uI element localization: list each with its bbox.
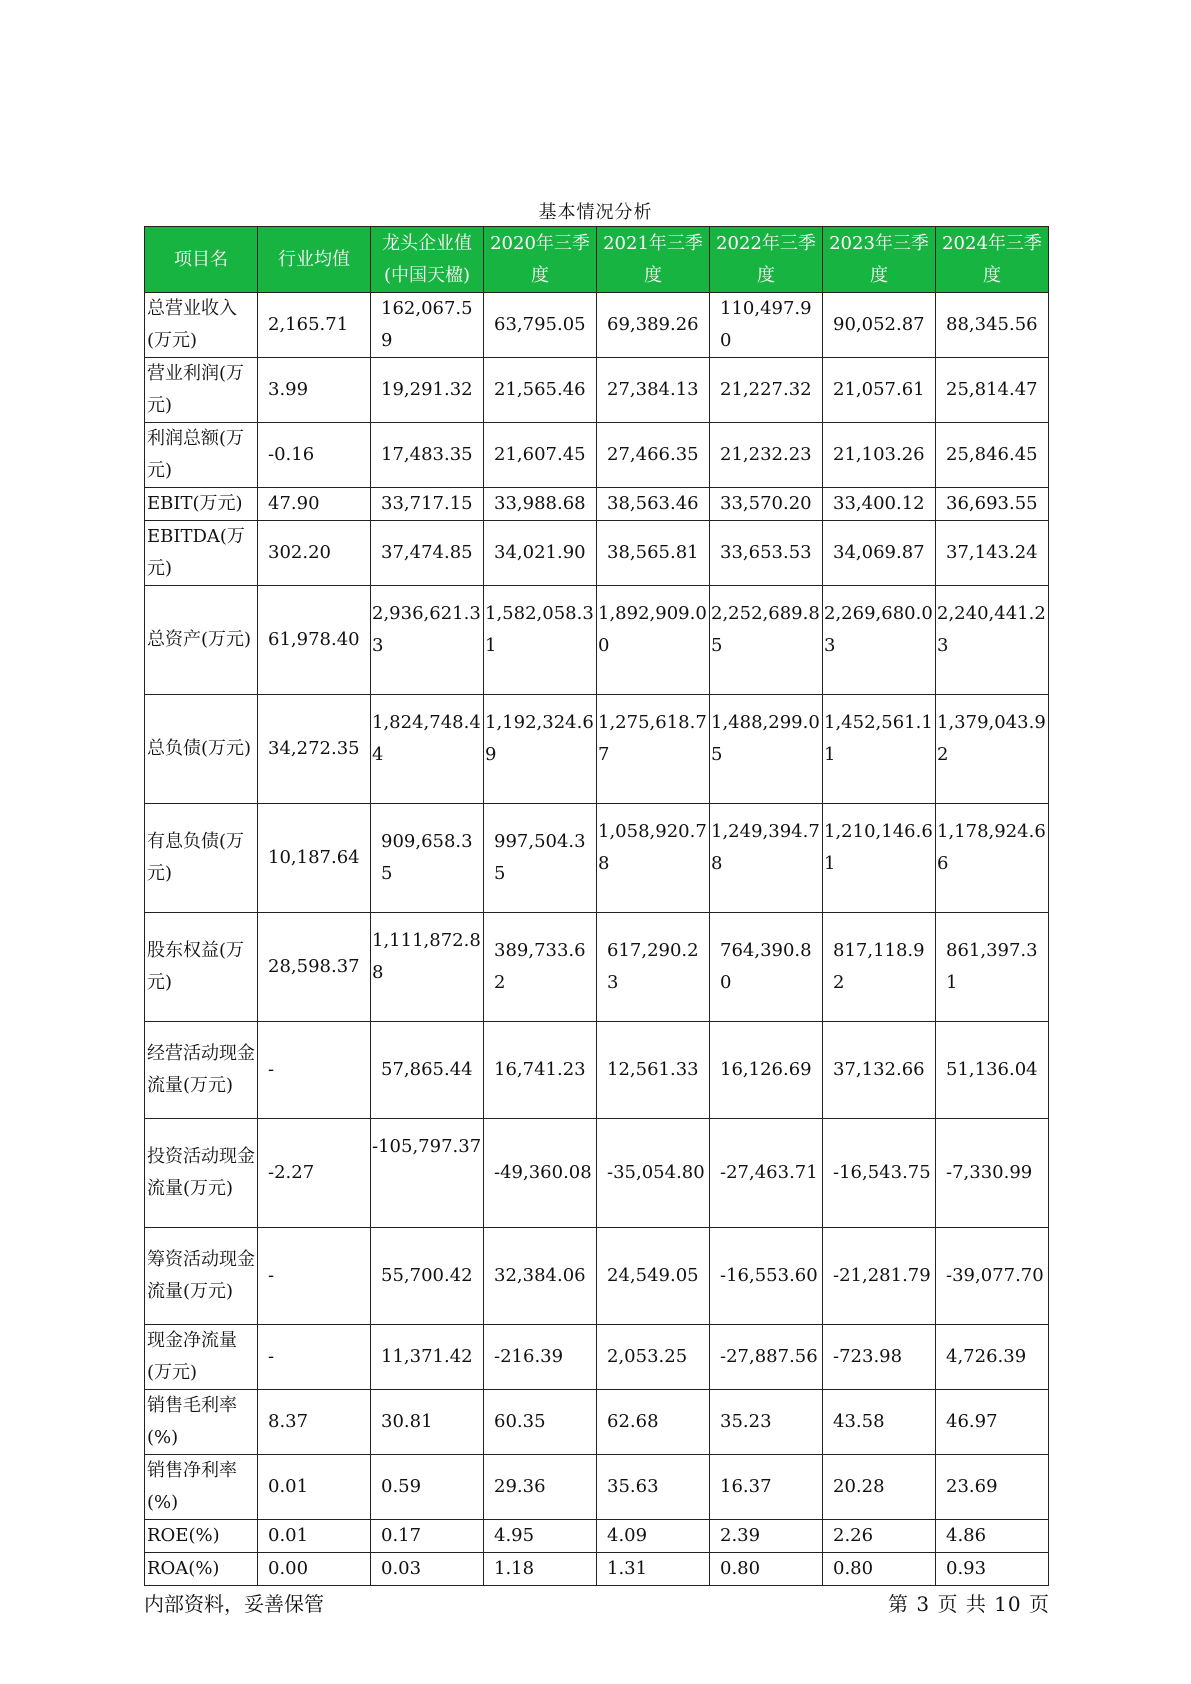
table-cell: -27,887.56 <box>710 1325 823 1390</box>
table-cell: 29.36 <box>484 1455 597 1520</box>
table-cell: 2.39 <box>710 1520 823 1553</box>
header-2024-q3: 2024年三季度 <box>936 227 1049 293</box>
row-label: 经营活动现金流量(万元) <box>145 1022 258 1119</box>
table-cell: 35.63 <box>597 1455 710 1520</box>
table-cell: 27,384.13 <box>597 358 710 423</box>
table-cell: 33,653.53 <box>710 521 823 586</box>
table-cell: 0.17 <box>371 1520 484 1553</box>
table-cell: 861,397.31 <box>936 913 1049 1022</box>
table-cell: -2.27 <box>258 1119 371 1228</box>
table-cell: 21,607.45 <box>484 423 597 488</box>
table-cell: 2.26 <box>823 1520 936 1553</box>
table-cell: 10,187.64 <box>258 804 371 913</box>
table-cell: 1,249,394.78 <box>710 804 823 913</box>
table-cell: 0.59 <box>371 1455 484 1520</box>
table-cell: 21,057.61 <box>823 358 936 423</box>
table-cell: 1.18 <box>484 1553 597 1586</box>
table-cell: 19,291.32 <box>371 358 484 423</box>
row-label: 筹资活动现金流量(万元) <box>145 1228 258 1325</box>
table-cell: 17,483.35 <box>371 423 484 488</box>
table-cell: 33,400.12 <box>823 488 936 521</box>
header-industry-avg: 行业均值 <box>258 227 371 293</box>
table-cell: 60.35 <box>484 1390 597 1455</box>
header-item-name: 项目名 <box>145 227 258 293</box>
table-cell: 389,733.62 <box>484 913 597 1022</box>
table-cell: 34,069.87 <box>823 521 936 586</box>
row-label: 股东权益(万元) <box>145 913 258 1022</box>
table-cell: 1,058,920.78 <box>597 804 710 913</box>
table-row <box>145 1022 1049 1119</box>
table-cell: 1.31 <box>597 1553 710 1586</box>
table-cell: 55,700.42 <box>371 1228 484 1325</box>
row-label: 总资产(万元) <box>145 586 258 695</box>
table-cell: 20.28 <box>823 1455 936 1520</box>
table-cell: 3.99 <box>258 358 371 423</box>
table-cell: -105,797.37 <box>371 1119 484 1228</box>
table-cell: 0.80 <box>710 1553 823 1586</box>
table-cell: 1,210,146.61 <box>823 804 936 913</box>
table-cell: 32,384.06 <box>484 1228 597 1325</box>
table-cell: 2,936,621.33 <box>371 586 484 695</box>
table-cell: 0.00 <box>258 1553 371 1586</box>
table-cell: 63,795.05 <box>484 293 597 358</box>
table-cell: 0.01 <box>258 1520 371 1553</box>
table-row <box>145 913 1049 1022</box>
table-cell: 37,132.66 <box>823 1022 936 1119</box>
table-cell: -7,330.99 <box>936 1119 1049 1228</box>
table-row <box>145 1228 1049 1325</box>
table-cell: 16,741.23 <box>484 1022 597 1119</box>
table-cell: 4,726.39 <box>936 1325 1049 1390</box>
table-cell: 21,227.32 <box>710 358 823 423</box>
table-cell: 57,865.44 <box>371 1022 484 1119</box>
table-cell: -216.39 <box>484 1325 597 1390</box>
table-cell: 617,290.23 <box>597 913 710 1022</box>
table-cell: 37,474.85 <box>371 521 484 586</box>
row-label: 有息负债(万元) <box>145 804 258 913</box>
table-cell: 62.68 <box>597 1390 710 1455</box>
table-cell: 34,272.35 <box>258 695 371 804</box>
table-cell: 88,345.56 <box>936 293 1049 358</box>
table-row <box>145 488 1049 521</box>
basic-analysis-table <box>144 226 1049 1586</box>
table-cell: 1,582,058.31 <box>484 586 597 695</box>
table-cell: -27,463.71 <box>710 1119 823 1228</box>
table-cell: -16,543.75 <box>823 1119 936 1228</box>
table-cell: 21,565.46 <box>484 358 597 423</box>
table-cell: 162,067.59 <box>371 293 484 358</box>
table-cell: 33,570.20 <box>710 488 823 521</box>
footer-page-number: 第 3 页 共 10 页 <box>888 1592 1050 1616</box>
table-row <box>145 586 1049 695</box>
table-cell: 0.93 <box>936 1553 1049 1586</box>
row-label: 现金净流量(万元) <box>145 1325 258 1390</box>
table-cell: -39,077.70 <box>936 1228 1049 1325</box>
table-caption: 基本情况分析 <box>538 202 653 223</box>
table-row <box>145 358 1049 423</box>
table-cell: 90,052.87 <box>823 293 936 358</box>
table-cell: 4.09 <box>597 1520 710 1553</box>
row-label: EBIT(万元) <box>145 488 258 521</box>
table-cell: 8.37 <box>258 1390 371 1455</box>
table-cell: - <box>258 1325 371 1390</box>
table-cell: -35,054.80 <box>597 1119 710 1228</box>
table-cell: 47.90 <box>258 488 371 521</box>
header-leader-value: 龙头企业值(中国天楹) <box>371 227 484 293</box>
row-label: ROE(%) <box>145 1520 258 1553</box>
header-2021-q3: 2021年三季度 <box>597 227 710 293</box>
table-cell: 25,846.45 <box>936 423 1049 488</box>
table-cell: - <box>258 1022 371 1119</box>
row-label: 营业利润(万元) <box>145 358 258 423</box>
table-cell: 30.81 <box>371 1390 484 1455</box>
table-cell: 1,488,299.05 <box>710 695 823 804</box>
row-label: 总营业收入(万元) <box>145 293 258 358</box>
table-cell: 4.86 <box>936 1520 1049 1553</box>
table-cell: 909,658.35 <box>371 804 484 913</box>
table-cell: 34,021.90 <box>484 521 597 586</box>
table-row <box>145 293 1049 358</box>
table-row <box>145 1390 1049 1455</box>
table-cell: 37,143.24 <box>936 521 1049 586</box>
table-cell: 1,111,872.88 <box>371 913 484 1022</box>
table-cell: 2,269,680.03 <box>823 586 936 695</box>
table-cell: 21,103.26 <box>823 423 936 488</box>
table-cell: -49,360.08 <box>484 1119 597 1228</box>
table-cell: 11,371.42 <box>371 1325 484 1390</box>
table-cell: -723.98 <box>823 1325 936 1390</box>
table-row <box>145 695 1049 804</box>
table-cell: 302.20 <box>258 521 371 586</box>
row-label: 利润总额(万元) <box>145 423 258 488</box>
table-cell: 0.80 <box>823 1553 936 1586</box>
table-cell: 38,563.46 <box>597 488 710 521</box>
table-cell: - <box>258 1228 371 1325</box>
table-cell: 33,988.68 <box>484 488 597 521</box>
table-cell: 1,452,561.11 <box>823 695 936 804</box>
table-row <box>145 423 1049 488</box>
table-cell: -21,281.79 <box>823 1228 936 1325</box>
table-cell: 16.37 <box>710 1455 823 1520</box>
table-cell: 33,717.15 <box>371 488 484 521</box>
table-cell: 2,252,689.85 <box>710 586 823 695</box>
table-cell: 35.23 <box>710 1390 823 1455</box>
table-cell: 24,549.05 <box>597 1228 710 1325</box>
table-cell: 4.95 <box>484 1520 597 1553</box>
table-cell: 764,390.80 <box>710 913 823 1022</box>
row-label: 投资活动现金流量(万元) <box>145 1119 258 1228</box>
table-cell: 61,978.40 <box>258 586 371 695</box>
footer-confidential: 内部资料，妥善保管 <box>144 1592 324 1616</box>
table-cell: 23.69 <box>936 1455 1049 1520</box>
table-cell: 110,497.90 <box>710 293 823 358</box>
table-cell: 817,118.92 <box>823 913 936 1022</box>
table-cell: 1,379,043.92 <box>936 695 1049 804</box>
table-cell: 51,136.04 <box>936 1022 1049 1119</box>
table-cell: 43.58 <box>823 1390 936 1455</box>
header-2023-q3: 2023年三季度 <box>823 227 936 293</box>
table-cell: 28,598.37 <box>258 913 371 1022</box>
table-row <box>145 1119 1049 1228</box>
table-cell: 36,693.55 <box>936 488 1049 521</box>
table-cell: 1,824,748.44 <box>371 695 484 804</box>
table-cell: 997,504.35 <box>484 804 597 913</box>
row-label: 销售毛利率(%) <box>145 1390 258 1455</box>
table-cell: 27,466.35 <box>597 423 710 488</box>
row-label: 总负债(万元) <box>145 695 258 804</box>
table-row <box>145 804 1049 913</box>
table-cell: 21,232.23 <box>710 423 823 488</box>
table-cell: 1,192,324.69 <box>484 695 597 804</box>
header-2020-q3: 2020年三季度 <box>484 227 597 293</box>
table-cell: 69,389.26 <box>597 293 710 358</box>
row-label: ROA(%) <box>145 1553 258 1586</box>
table-cell: 0.01 <box>258 1455 371 1520</box>
table-cell: 46.97 <box>936 1390 1049 1455</box>
header-2022-q3: 2022年三季度 <box>710 227 823 293</box>
table-cell: 0.03 <box>371 1553 484 1586</box>
table-cell: 25,814.47 <box>936 358 1049 423</box>
table-row <box>145 1520 1049 1553</box>
table-row <box>145 1553 1049 1586</box>
table-cell: -0.16 <box>258 423 371 488</box>
table-cell: -16,553.60 <box>710 1228 823 1325</box>
table-cell: 16,126.69 <box>710 1022 823 1119</box>
table-cell: 2,165.71 <box>258 293 371 358</box>
row-label: EBITDA(万元) <box>145 521 258 586</box>
table-header-row <box>145 227 1049 293</box>
table-cell: 1,892,909.00 <box>597 586 710 695</box>
table-cell: 2,240,441.23 <box>936 586 1049 695</box>
table-cell: 2,053.25 <box>597 1325 710 1390</box>
table-cell: 1,178,924.66 <box>936 804 1049 913</box>
table-row <box>145 521 1049 586</box>
table-row <box>145 1325 1049 1390</box>
table-cell: 12,561.33 <box>597 1022 710 1119</box>
row-label: 销售净利率(%) <box>145 1455 258 1520</box>
table-row <box>145 1455 1049 1520</box>
table-cell: 38,565.81 <box>597 521 710 586</box>
table-cell: 1,275,618.77 <box>597 695 710 804</box>
